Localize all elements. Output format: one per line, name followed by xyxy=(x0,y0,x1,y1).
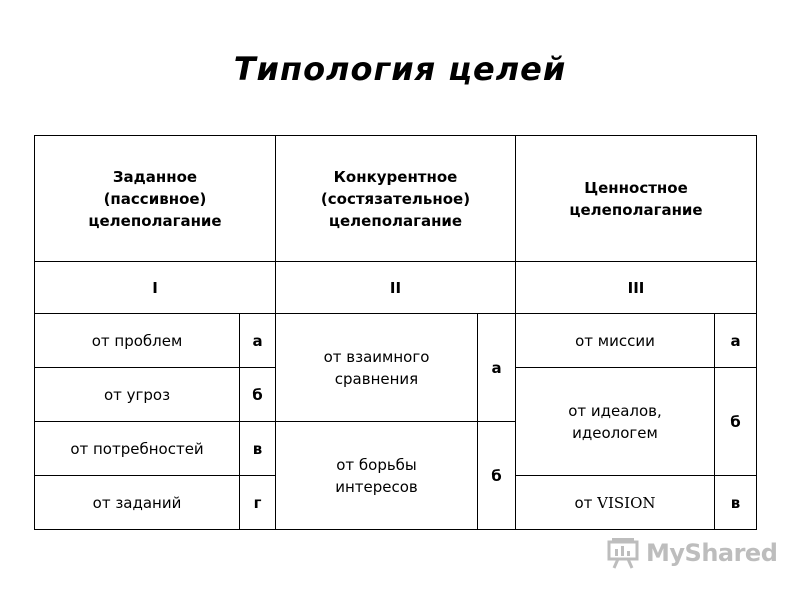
roman-row xyxy=(35,262,757,314)
col1-letter: г xyxy=(240,476,276,530)
col1-item: от проблем xyxy=(35,314,240,368)
col1-letter: а xyxy=(240,314,276,368)
col1-letter: б xyxy=(240,368,276,422)
col1-letter: в xyxy=(240,422,276,476)
roman-numeral-1: I xyxy=(35,262,276,314)
col3-item-label: от идеалов, идеологем xyxy=(568,401,662,442)
col2-item-label: от взаимного сравнения xyxy=(323,347,430,388)
col2-letter: а xyxy=(478,314,516,422)
header-label: Конкурентное (состязательное) целеполагание xyxy=(320,167,471,230)
roman-numeral-2: II xyxy=(276,262,516,314)
col1-item: от заданий xyxy=(35,476,240,530)
watermark-text: MyShared xyxy=(646,539,778,567)
typology-table xyxy=(34,135,757,530)
header-given-goal-setting xyxy=(35,136,276,262)
col3-item xyxy=(516,476,715,530)
col3-item xyxy=(516,368,715,476)
watermark-logo xyxy=(606,533,777,573)
page-title: Типология целей xyxy=(233,50,567,88)
header-label: Заданное (пассивное) целеполагание xyxy=(88,167,222,230)
col3-letter: а xyxy=(715,314,757,368)
header-competitive-goal-setting xyxy=(276,136,516,262)
header-label: Ценностное целеполагание xyxy=(569,178,703,219)
col3-item: от миссии xyxy=(516,314,715,368)
col3-letter: в xyxy=(715,476,757,530)
header-value-goal-setting xyxy=(516,136,757,262)
col2-item xyxy=(276,314,478,422)
col1-item: от потребностей xyxy=(35,422,240,476)
col2-item xyxy=(276,422,478,530)
col3-item-prefix: от xyxy=(574,493,598,512)
col2-item-label: от борьбы интересов xyxy=(335,455,418,496)
header-row xyxy=(35,136,757,262)
col3-letter: б xyxy=(715,368,757,476)
col3-item-latin: VISION xyxy=(597,493,656,512)
col2-letter: б xyxy=(478,422,516,530)
table-row xyxy=(35,314,757,368)
col1-item: от угроз xyxy=(35,368,240,422)
roman-numeral-3: III xyxy=(516,262,757,314)
presentation-board-icon xyxy=(606,536,640,570)
